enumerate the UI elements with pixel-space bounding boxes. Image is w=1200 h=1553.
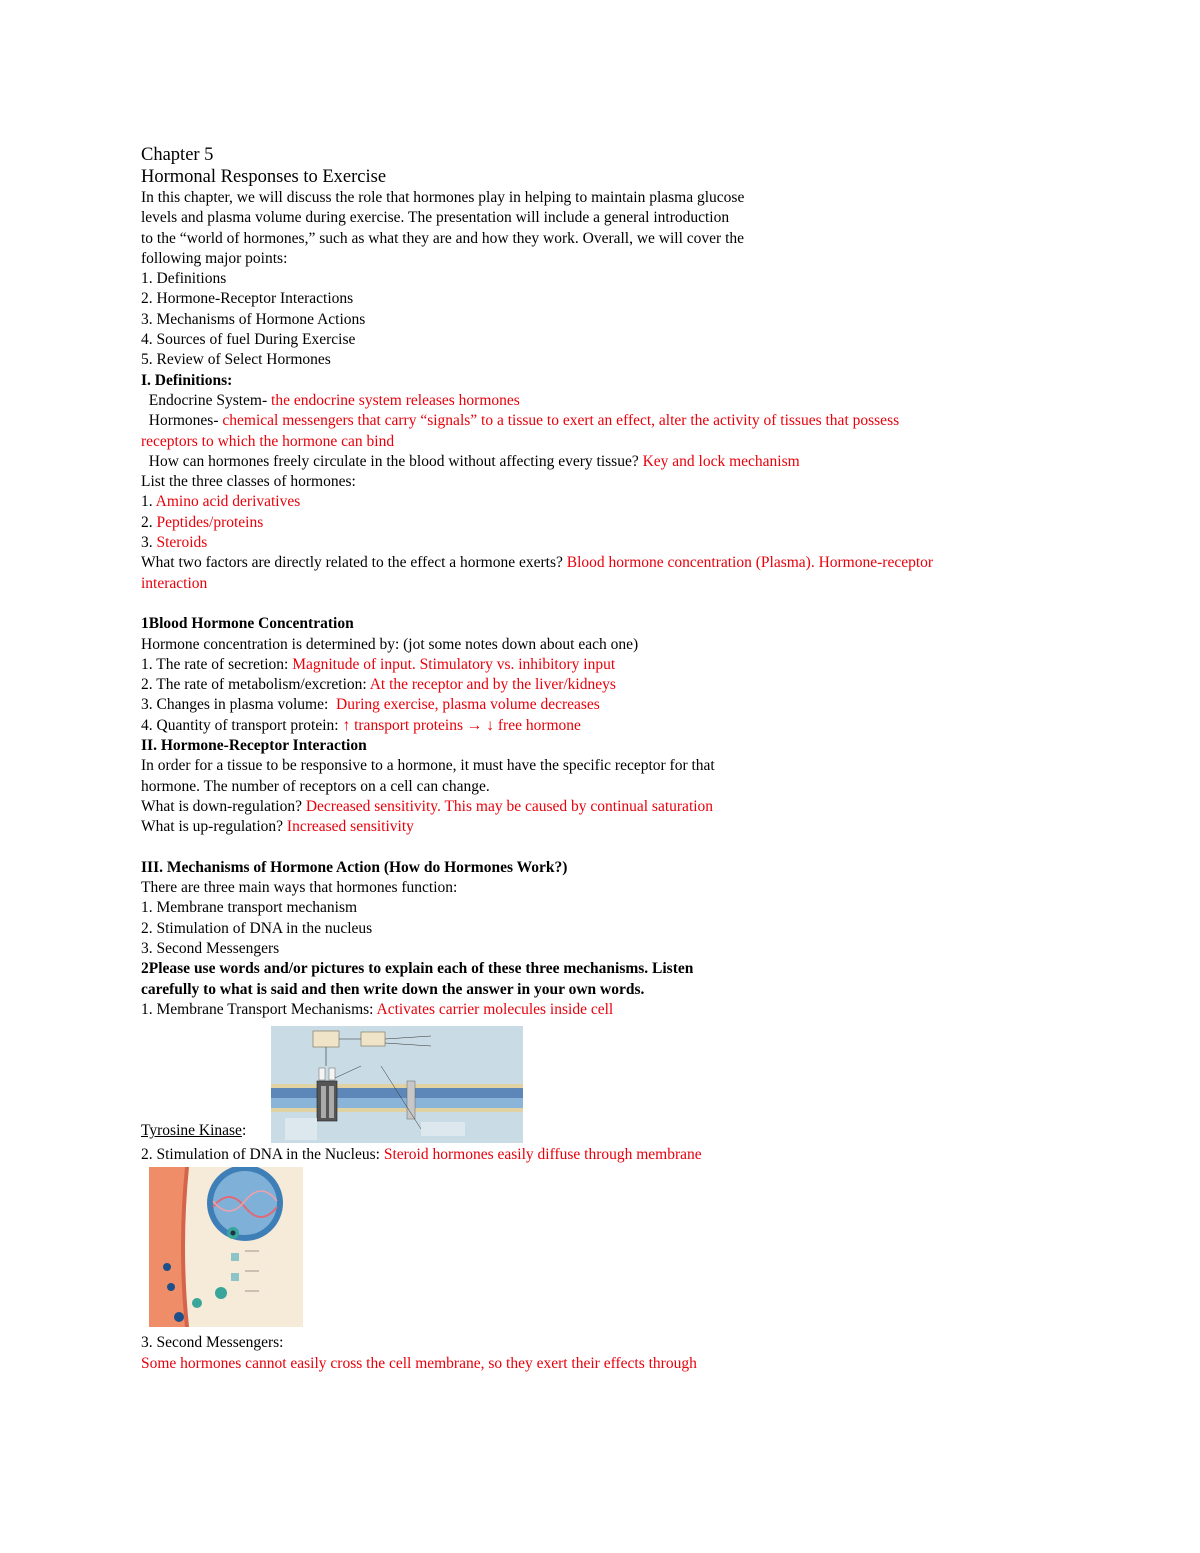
label-colon: : [241,1122,247,1140]
answer-text: the endocrine system releases hormones [271,391,520,409]
question-text: 4. Quantity of transport protein: [141,716,343,734]
answer-text: receptors to which the hormone can bind [141,432,395,450]
major-point: 4. Sources of fuel During Exercise [141,331,356,349]
down-regulation-question [141,797,1071,817]
answer-text: Some hormones cannot easily cross the cell membrane, so they exert their effects through [141,1354,697,1372]
class-item [141,513,1071,533]
heading-text: 1Blood Hormone Concentration [141,615,354,633]
blood-item [141,655,1071,675]
answer-text: At the receptor and by the liver/kidneys [369,676,616,694]
intro-line: following major points: [141,249,288,267]
major-point: 5. Review of Select Hormones [141,351,331,369]
item-number: 1. [141,493,156,511]
class-item [141,533,1071,553]
document-page [141,144,1071,1374]
answer-text: chemical messengers that carry “signals” to a tissue to exert an effect, alter the activity of tissues that possess [222,412,900,430]
intro-line: to the “world of hormones,” such as what they are and how they work. Overall, we will cover the [141,229,745,247]
class-item [141,492,1071,512]
receptor-interaction-heading: II. Hormone-Receptor Interaction [141,737,367,755]
blank-line [141,838,1071,858]
chapter-title: Hormonal Responses to Exercise [141,167,387,187]
endocrine-definition [141,391,1071,411]
question-text: How can hormones freely circulate in the blood without affecting every tissue? [141,452,643,470]
question-text: 2. The rate of metabolism/excretion: [141,676,370,694]
label-text: Tyrosine Kinase [141,1122,242,1140]
mechanisms-intro: There are three main ways that hormones function: [141,879,458,897]
intro-line: In this chapter, we will discuss the role that hormones play in helping to maintain plasma glucose [141,189,745,206]
blood-concentration-intro: Hormone concentration is determined by: (jot some notes down about each one) [141,635,639,653]
answer-text: Magnitude of input. Stimulatory vs. inhibitory input [292,655,616,673]
intro-line: levels and plasma volume during exercise. The presentation will include a general introduction [141,209,730,227]
answer-text: ↑ transport proteins → ↓ free hormone [342,716,581,734]
question-text: Endocrine System- [141,391,272,409]
item-number: 2. [141,513,157,531]
item-number: 3. [141,534,157,552]
receptor-paragraph: In order for a tissue to be responsive to a hormone, it must have the specific receptor for that [141,757,715,775]
factors-question [141,553,1071,573]
answer-text: Peptides/proteins [156,513,264,531]
second-messengers-question: 3. Second Messengers: [141,1334,284,1352]
major-point: 3. Mechanisms of Hormone Actions [141,310,366,328]
definitions-heading: I. Definitions: [141,371,233,389]
question-text: What is up-regulation? [141,818,287,836]
question-text: Hormones- [141,412,223,430]
blood-concentration-heading [141,614,1071,634]
blood-item [141,675,1071,695]
receptor-paragraph: hormone. The number of receptors on a cell can change. [141,777,490,795]
major-point: 2. Hormone-Receptor Interactions [141,290,354,308]
question-text: What two factors are directly related to the effect a hormone exerts? [141,554,567,572]
answer-text: Decreased sensitivity. This may be caused by continual saturation [305,797,714,815]
question-text: 1. The rate of secretion: [141,655,293,673]
answer-text: Activates carrier molecules inside cell [376,1000,614,1018]
question-text: 1. Membrane Transport Mechanisms: [141,1000,377,1018]
classes-question: List the three classes of hormones: [141,473,356,491]
answer-text: Blood hormone concentration (Plasma). Hormone-receptor [566,554,934,572]
steroid-diagram-wrap [141,1165,1071,1333]
up-regulation-question [141,817,1071,837]
hormones-definition [141,411,1071,431]
chapter-label: Chapter 5 [141,145,214,165]
question-text: 2. Stimulation of DNA in the Nucleus: [141,1146,384,1164]
mechanisms-heading: III. Mechanisms of Hormone Action (How do Hormones Work?) [141,858,568,876]
answer-text: Key and lock mechanism [642,452,800,470]
membrane-transport-question [141,1000,1071,1020]
tyrosine-kinase-label [141,1121,246,1141]
answer-text: interaction [141,574,208,592]
membrane-receptor-diagram [271,1026,523,1143]
answer-text: Increased sensitivity [286,818,414,836]
mechanism-item: 3. Second Messengers [141,939,280,957]
circulate-question [141,452,1071,472]
instruction-line: carefully to what is said and then write down the answer in your own words. [141,980,645,998]
answer-text: Steroid hormones easily diffuse through membrane [383,1146,702,1164]
dna-stimulation-question [141,1145,1071,1165]
tyrosine-kinase-row [141,1020,1071,1145]
blank-line [141,594,1071,614]
major-point: 1. Definitions [141,270,227,288]
mechanism-item: 2. Stimulation of DNA in the nucleus [141,919,373,937]
mechanism-item: 1. Membrane transport mechanism [141,899,358,917]
blood-item [141,695,1071,715]
answer-text: Amino acid derivatives [155,493,301,511]
blood-item [141,716,1071,736]
answer-text: Steroids [156,534,208,552]
instruction-line: 2Please use words and/or pictures to explain each of these three mechanisms. Listen [141,960,694,978]
steroid-hormone-diagram [149,1167,303,1327]
question-text: 3. Changes in plasma volume: [141,696,337,714]
question-text: What is down-regulation? [141,797,306,815]
answer-text: During exercise, plasma volume decreases [336,696,600,714]
